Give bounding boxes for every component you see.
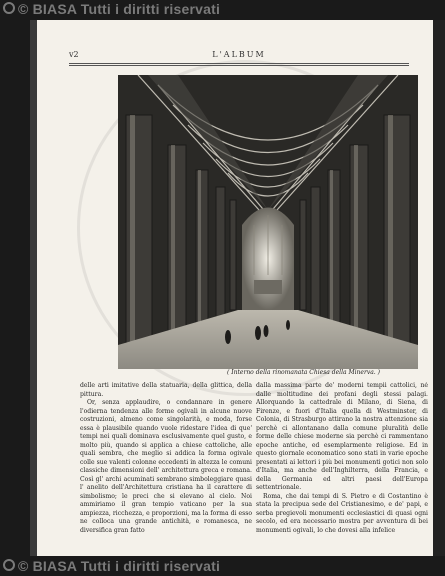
text-column-left	[80, 382, 252, 556]
copyright-logo-icon	[3, 2, 15, 14]
text-column-right	[256, 382, 428, 556]
document-page	[37, 20, 433, 556]
watermark-bottom-text: © BIASA Tutti i diritti riservati	[18, 558, 221, 574]
paragraph: Or, senza applaudire, o condannare in genere l'odierna tendenza alle forme ogivali in alcune nuove costruzioni, almeno come singolarità, e moda, forse essa è plausibile quando vuole ridestare l'idea di que' tempi nei quali dominava esclusivamente quel gusto, e molto più, quando si applica a chiese cattoliche, alle quali sembra, che meglio si addica la forma ogivale colle sue valenti colonne eccedenti in altezza le comuni classiche dimensioni dell' architettura greca e romana. Così gl' archi acuminati sembrano simboleggiare quasi l' anelito dell'Architettura cristiana ha il carattere di simbolismo; le preci che si elevano al cielo. Noi ammiriamo il gran tempio vaticano per la sua ampiezza, ricchezza, e proporzioni, ma la forma di esso ne colloca una grande antichità, e romanesca, ne diversifica gran fatto	[80, 399, 252, 534]
page-header	[69, 50, 409, 62]
paragraph: delle arti imitative della statuaria, della glittica, della pittura.	[80, 382, 252, 398]
header-rule	[69, 63, 409, 66]
page-number: v2	[69, 50, 79, 59]
watermark-top-text: © BIASA Tutti i diritti riservati	[18, 1, 221, 17]
running-title: L'ALBUM	[212, 50, 266, 59]
figure-caption: ( Interno della rinomanata Chiesa della Minerva. )	[227, 369, 380, 376]
page-edge-right	[433, 20, 445, 556]
paragraph: dalla massima parte de' moderni tempii cattolici, né dalle moltitudine dei profani degli stessi palagi. Allorquando la cattedrale di Milano, di Siena, di Firenze, e fuori d'Italia quella di Westminster, di Colonia, di Strasburgo attirano la nostra attenzione sia perchè ci allontanano dalla comune pluralità delle forme delle chiese moderne sia perchè ci rammentano epoche antiche, ed esemplarmente religiose. Ed in questo giornale economatico sono stati in varie epoche presentati ai lettori i più bei monumenti gotici non solo d'Italia, ma anche dell'Inghilterra, della Francia, e della Germania ed altri paesi dell'Europa settentrionale.	[256, 382, 428, 491]
copyright-logo-icon	[3, 559, 15, 571]
paragraph: Roma, che dai tempi di S. Pietro e di Costantino è stata la precipua sede del Cristianesimo, e de' papi, e serba pregievoli monumenti ecclesiastici di quasi ogni secolo, ed era necessario mostra per avventura di bei monumenti ogivali, lo che dovesi alla infelice	[256, 492, 428, 534]
watermark-bottom	[0, 557, 445, 575]
watermark-top	[0, 0, 445, 18]
church-interior-engraving	[118, 75, 418, 369]
